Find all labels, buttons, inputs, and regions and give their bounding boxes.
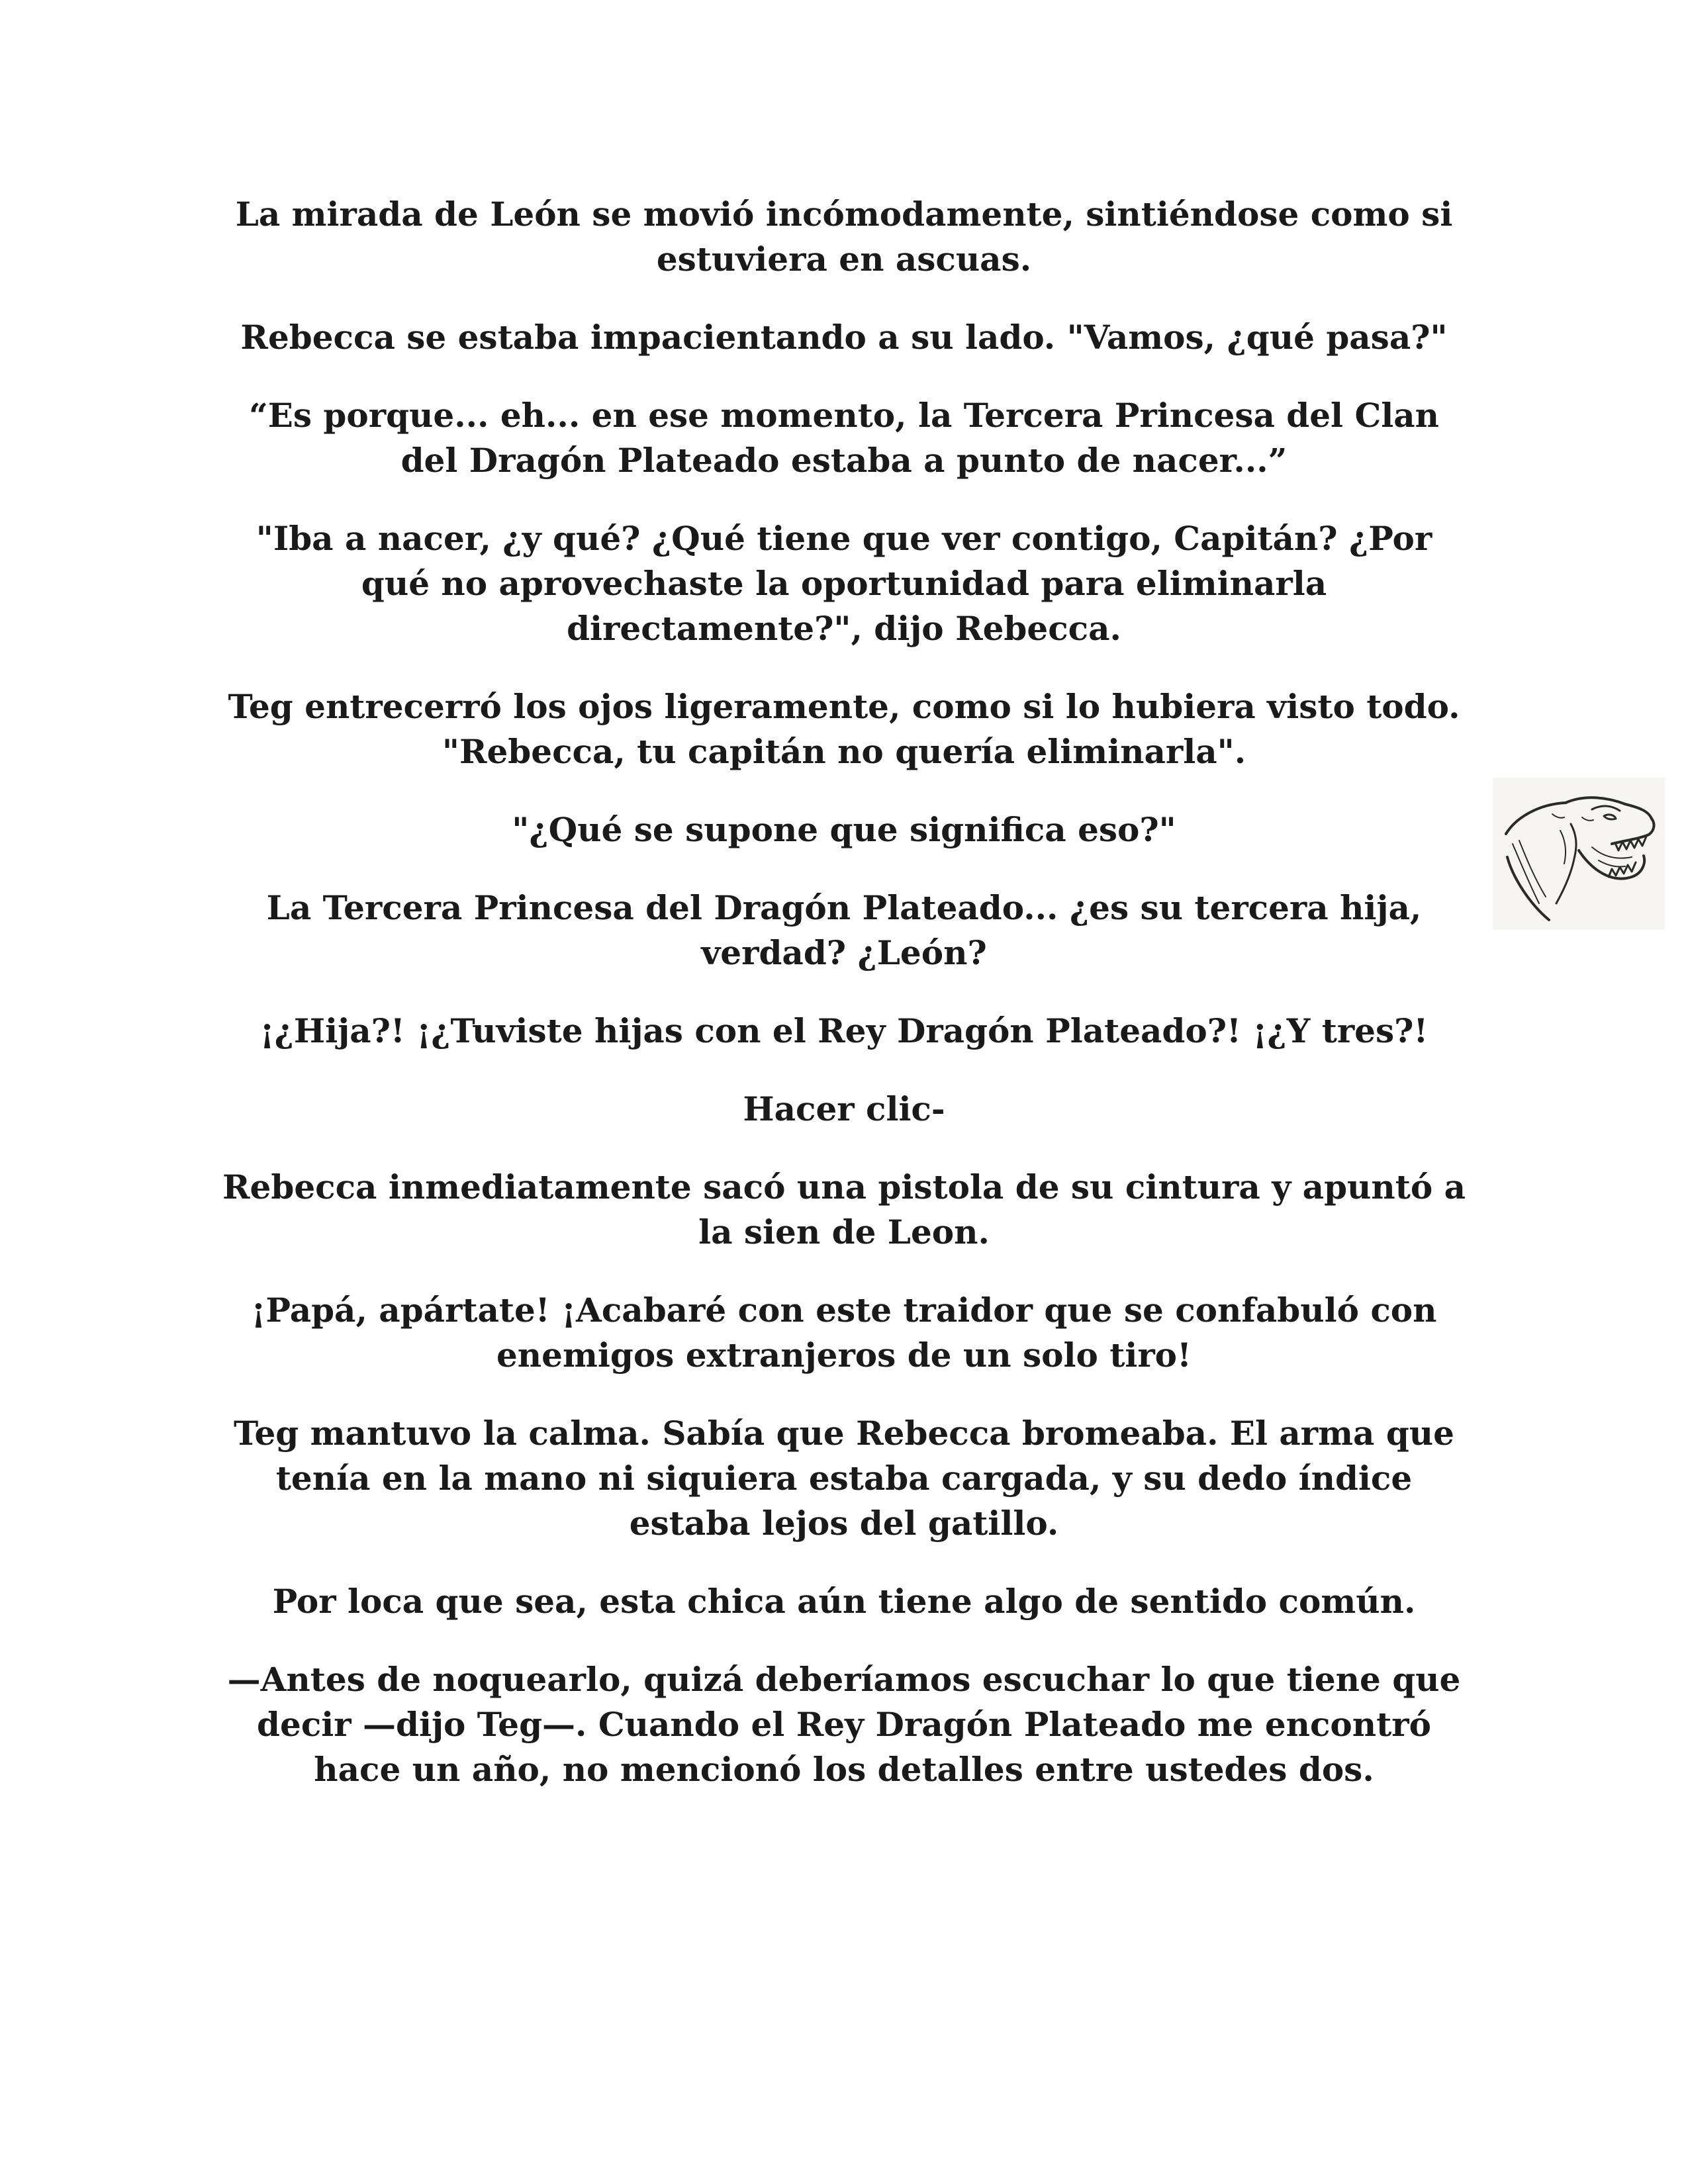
paragraph-6: "¿Qué se supone que significa eso?" — [512, 810, 1176, 849]
paragraph-14: —Antes de noquearlo, quizá deberíamos escuchar lo que tiene que decir —dijo Teg—. Cuando el Rey Dragón Plateado me encontró hace un año, no mencionó los detalles entre ustedes dos. — [227, 1660, 1461, 1789]
story-text — [218, 192, 1470, 1825]
paragraph-13: Por loca que sea, esta chica aún tiene algo de sentido común. — [272, 1582, 1416, 1621]
paragraph-12: Teg mantuvo la calma. Sabía que Rebecca bromeaba. El arma que tenía en la mano ni siquiera estaba cargada, y su dedo índice estaba lejos del gatillo. — [234, 1414, 1454, 1543]
paragraph-4: "Iba a nacer, ¿y qué? ¿Qué tiene que ver contigo, Capitán? ¿Por qué no aprovechaste la oportunidad para eliminarla directamente?", dijo Rebecca. — [256, 519, 1432, 648]
paragraph-9: Hacer clic- — [743, 1089, 945, 1128]
paragraph-3: “Es porque... eh... en ese momento, la Tercera Princesa del Clan del Dragón Plateado estaba a punto de nacer...” — [249, 396, 1439, 480]
paragraph-1: La mirada de León se movió incómodamente, sintiéndose como si estuviera en ascuas. — [235, 195, 1453, 279]
paragraph-5: Teg entrecerró los ojos ligeramente, como si lo hubiera visto todo. "Rebecca, tu capitán no quería eliminarla". — [228, 687, 1460, 771]
paragraph-10: Rebecca inmediatamente sacó una pistola de su cintura y apuntó a la sien de Leon. — [222, 1167, 1466, 1251]
paragraph-8: ¡¿Hija?! ¡¿Tuviste hijas con el Rey Dragón Plateado?! ¡¿Y tres?! — [259, 1011, 1429, 1050]
paragraph-7: La Tercera Princesa del Dragón Plateado... ¿es su tercera hija, verdad? ¿León? — [266, 888, 1422, 972]
dinosaur-head-sketch-icon — [1493, 778, 1665, 930]
paragraph-11: ¡Papá, apártate! ¡Acabaré con este traidor que se confabuló con enemigos extranjeros de un solo tiro! — [251, 1291, 1437, 1375]
paragraph-2: Rebecca se estaba impacientando a su lado. "Vamos, ¿qué pasa?" — [240, 318, 1448, 357]
